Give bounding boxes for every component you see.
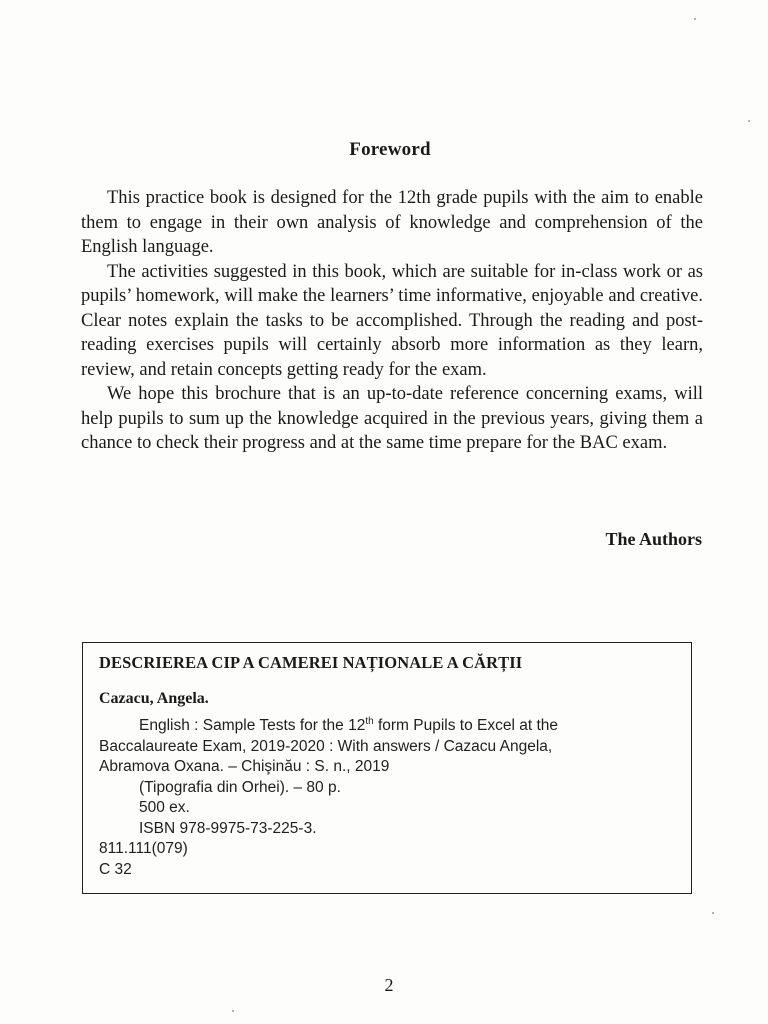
paragraph-1: This practice book is designed for the 12th grade pupils with the aim to enable them to engage in their own analysis of knowledge and comprehension of the English language. <box>81 188 703 257</box>
signature: The Authors <box>605 529 702 549</box>
foreword-body <box>81 186 703 456</box>
paragraph-2: The activities suggested in this book, which are suitable for in-class work or as pupils’ homework, will make the learners’ time informative, enjoyable and creative. Clear notes explain the tasks to be accomplished. Through the reading and post-reading exercises pupils will certainly absorb more information as they learn, review, and retain concepts getting ready for the exam. <box>81 261 703 380</box>
cip-description-box <box>82 642 692 894</box>
paragraph-3: We hope this brochure that is an up-to-date reference concerning exams, will help pupils to sum up the knowledge acquired in the previous years, giving them a chance to check their progress and at the same time prepare for the BAC exam. <box>81 384 703 453</box>
cip-line-1-text: English : Sample Tests for the 12 <box>139 717 366 735</box>
cip-line-5: 500 ex. <box>139 799 190 817</box>
cip-line-3: Abramova Oxana. – Chişinău : S. n., 2019 <box>99 758 390 776</box>
cip-line-8: C 32 <box>99 860 132 878</box>
scan-speck <box>694 18 696 20</box>
cip-line-1-sup: th <box>365 716 374 727</box>
scan-speck <box>232 1010 234 1012</box>
cip-line-6: ISBN 978-9975-73-225-3. <box>139 819 317 837</box>
cip-line-1-text-end: form Pupils to Excel at the <box>373 717 559 735</box>
scan-speck <box>748 120 750 122</box>
scan-speck <box>712 912 714 914</box>
cip-author: Cazacu, Angela. <box>99 690 209 707</box>
cip-line-2: Baccalaureate Exam, 2019-2020 : With answers / Cazacu Angela, <box>99 737 553 755</box>
cip-line-1 <box>99 712 679 737</box>
page-title: Foreword <box>349 139 431 160</box>
page-number: 2 <box>384 975 394 995</box>
cip-line-7: 811.111(079) <box>99 840 188 858</box>
cip-line-4: (Tipografia din Orhei). – 80 p. <box>139 778 341 796</box>
cip-heading: DESCRIEREA CIP A CAMEREI NAȚIONALE A CĂRȚII <box>99 653 523 672</box>
cip-record <box>99 712 679 880</box>
